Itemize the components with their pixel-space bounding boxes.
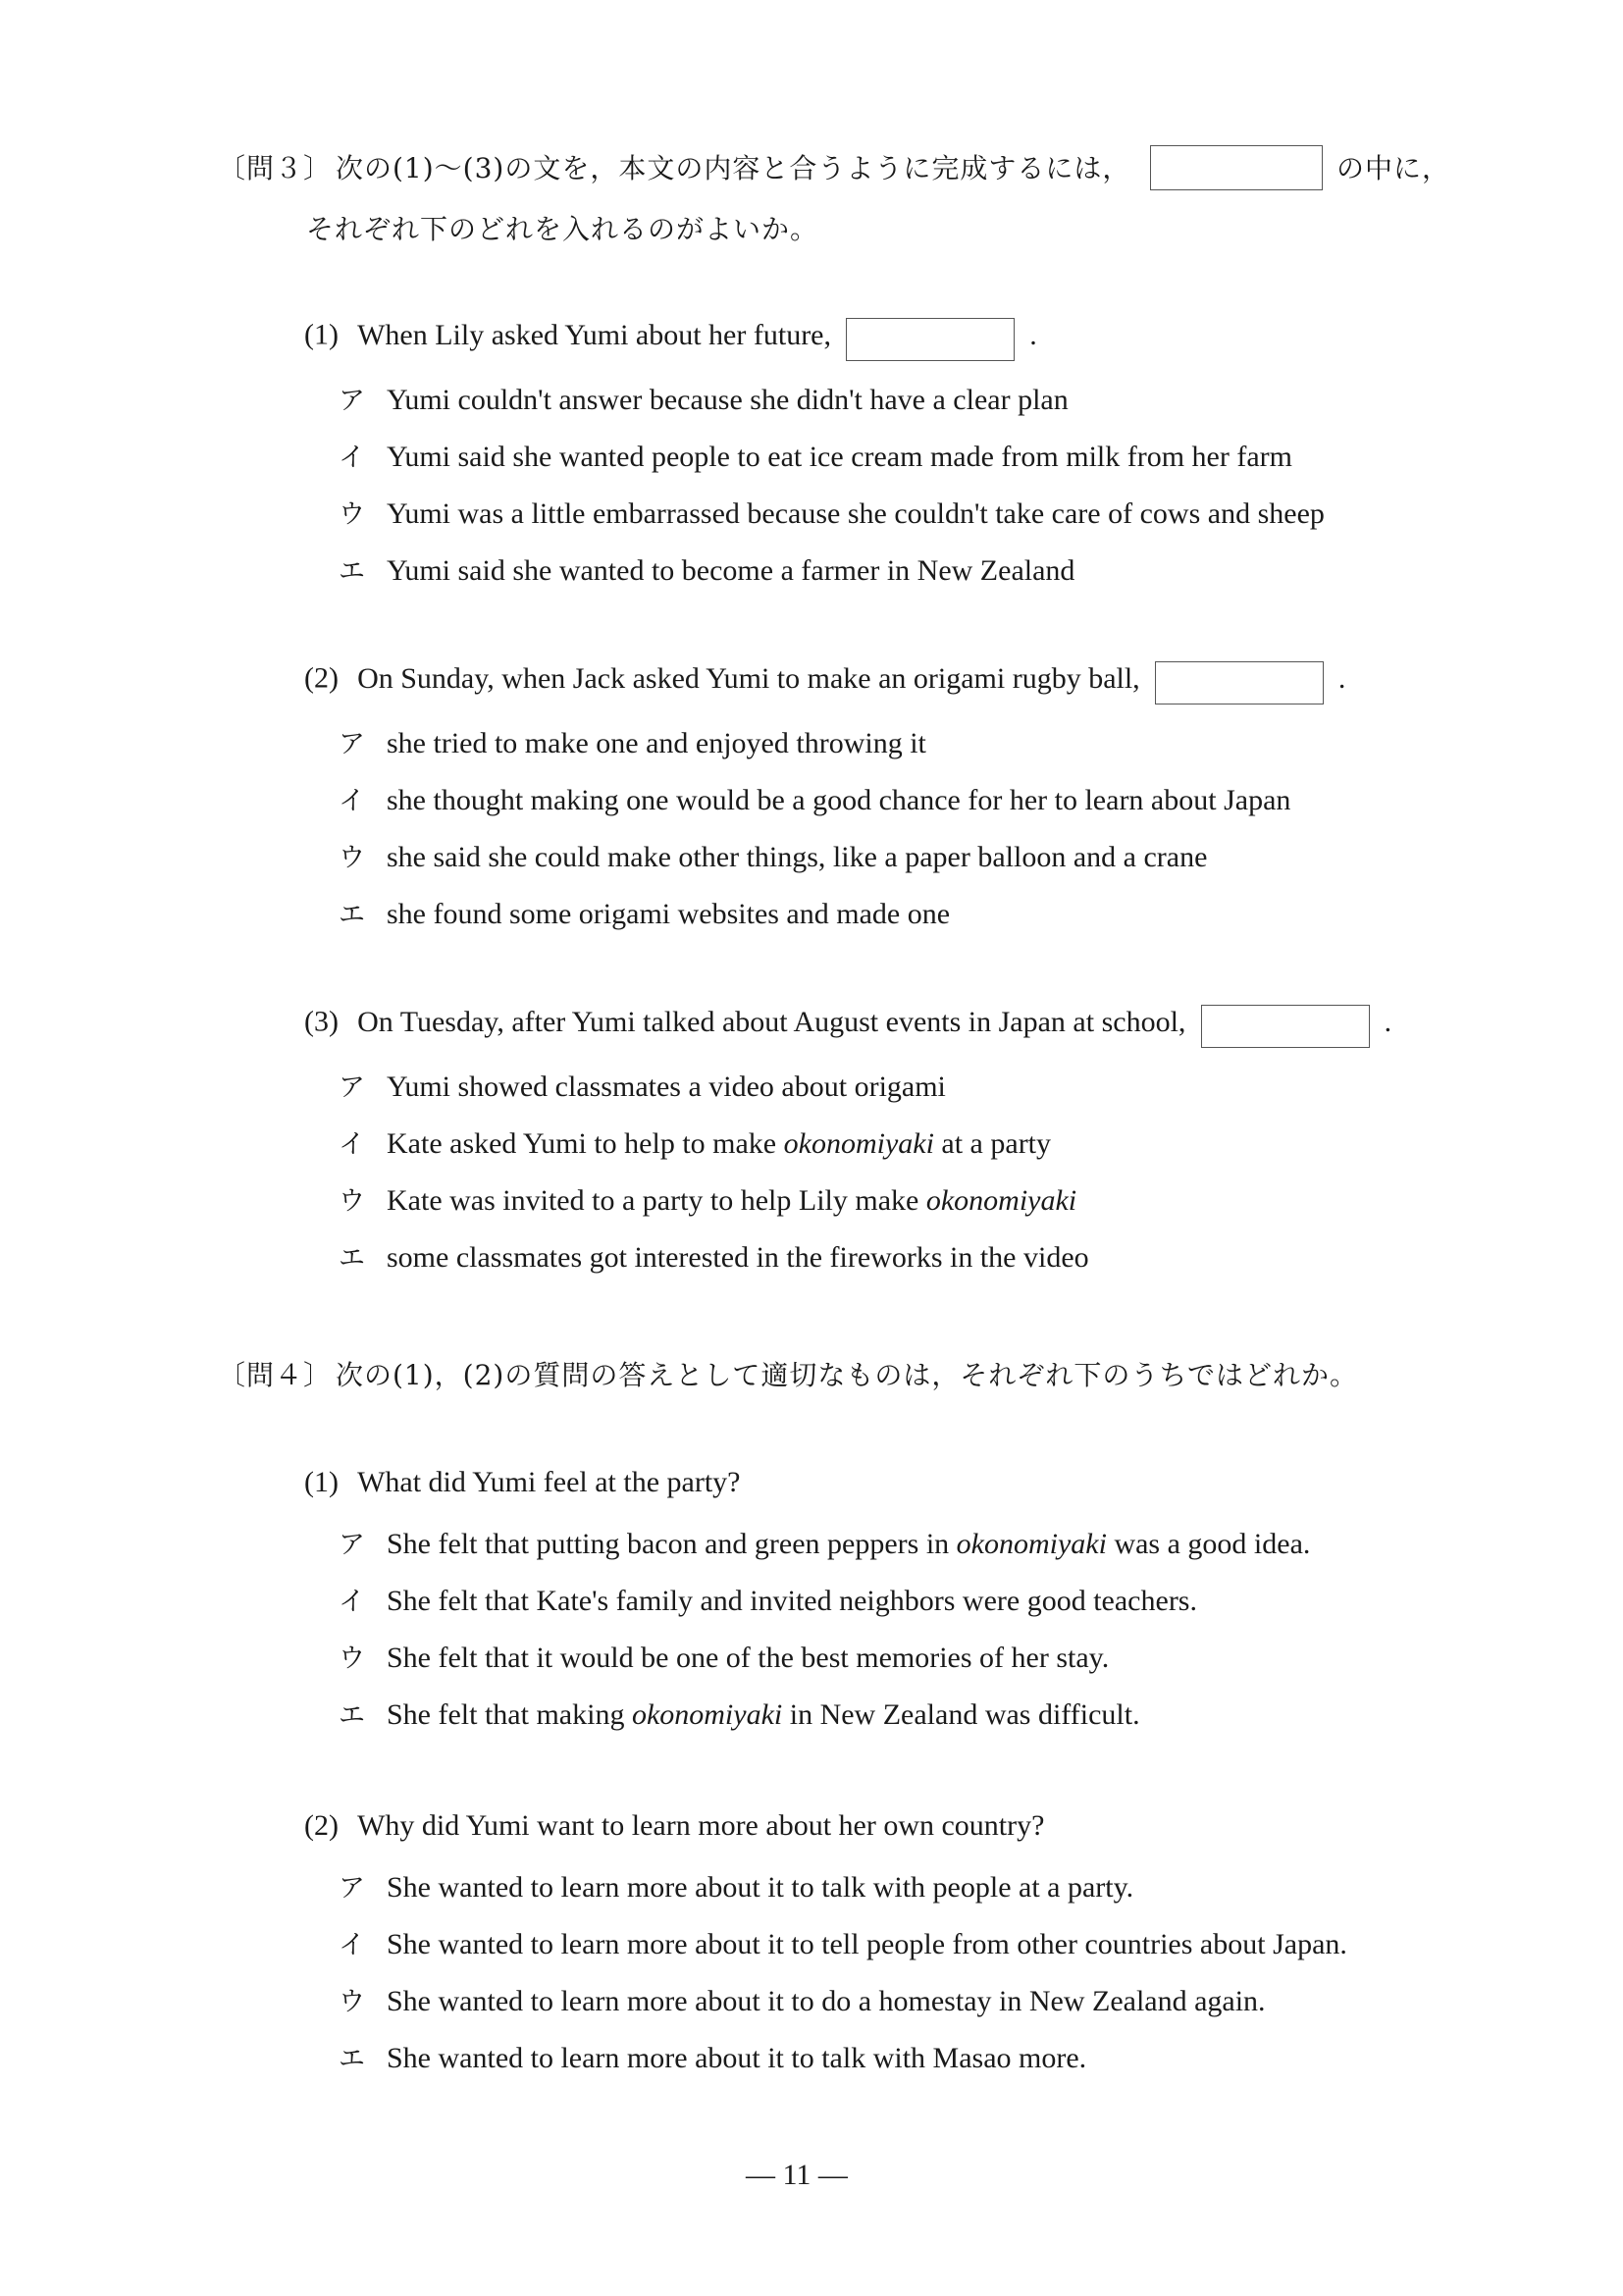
choice-text: she tried to make one and enjoyed throwing it [387, 727, 926, 759]
choice-italic: okonomiyaki [783, 1127, 934, 1160]
item-number: (3) [304, 1005, 339, 1038]
period: . [1029, 318, 1037, 351]
choice[interactable] [339, 1694, 1140, 1732]
choice-kana: エ [339, 2044, 365, 2074]
choice[interactable] [339, 1236, 1089, 1275]
choice-kana: ウ [339, 499, 365, 530]
item-stem: When Lily asked Yumi about her future, [357, 318, 831, 351]
choice-text: She wanted to learn more about it to tell people from other countries about Japan. [387, 1928, 1347, 1960]
answer-blank[interactable] [1155, 661, 1324, 704]
q4-label: 〔問４〕 [218, 1359, 333, 1391]
period: . [1384, 1005, 1392, 1038]
choice-text: she said she could make other things, like a paper balloon and a crane [387, 841, 1208, 873]
q3-item-3 [304, 1005, 1391, 1048]
choice-kana: イ [339, 443, 365, 473]
choice[interactable] [339, 549, 1074, 588]
item-stem: On Sunday, when Jack asked Yumi to make an origami rugby ball, [357, 661, 1140, 695]
choice-kana: ウ [339, 1644, 365, 1674]
choice-text: Yumi was a little embarrassed because she couldn't take care of cows and sheep [387, 497, 1325, 530]
choice[interactable] [339, 722, 926, 760]
q3-instruction-b: の中に， [1336, 152, 1451, 184]
choice-kana: ウ [339, 843, 365, 873]
page-number: — 11 — [746, 2159, 848, 2191]
item-stem: What did Yumi feel at the party? [357, 1466, 741, 1498]
choice-italic: okonomiyaki [925, 1184, 1077, 1217]
choice-text: she found some origami websites and made one [387, 898, 951, 930]
choice-kana: イ [339, 786, 365, 816]
choice[interactable] [339, 493, 1325, 531]
answer-blank-sample [1150, 145, 1323, 190]
choice-italic: okonomiyaki [631, 1698, 783, 1731]
choice-kana: エ [339, 556, 365, 587]
choice-kana: イ [339, 1129, 365, 1160]
choice-text: She wanted to learn more about it to talk with Masao more. [387, 2042, 1087, 2074]
choice-kana: ウ [339, 1987, 365, 2017]
choice[interactable] [339, 1066, 946, 1104]
choice-kana: ア [339, 386, 365, 416]
choice[interactable] [339, 2037, 1086, 2075]
choice[interactable] [339, 1122, 1051, 1161]
item-number: (1) [304, 1466, 339, 1498]
choice[interactable] [339, 1923, 1347, 1961]
choice-kana: エ [339, 900, 365, 930]
item-number: (1) [304, 318, 339, 351]
choice-kana: ア [339, 1072, 365, 1103]
period: . [1337, 661, 1346, 695]
choice-text: She wanted to learn more about it to talk with people at a party. [387, 1871, 1134, 1904]
choice-text: some classmates got interested in the fireworks in the video [387, 1241, 1089, 1274]
choice[interactable] [339, 836, 1207, 874]
choice-kana: エ [339, 1700, 365, 1731]
q3-item-1 [304, 318, 1037, 361]
choice-text: Yumi couldn't answer because she didn't have a clear plan [387, 384, 1069, 416]
choice[interactable] [339, 1637, 1109, 1675]
answer-blank[interactable] [846, 318, 1015, 361]
choice[interactable] [339, 436, 1292, 474]
q4-item-1 [304, 1466, 741, 1499]
choice-kana: イ [339, 1930, 365, 1960]
choice-kana: ア [339, 729, 365, 759]
choice-text: She felt that it would be one of the best memories of her stay. [387, 1642, 1110, 1674]
choice-text-end: was a good idea. [1106, 1528, 1311, 1560]
item-number: (2) [304, 1809, 339, 1842]
choice-italic: okonomiyaki [956, 1528, 1107, 1560]
choice-text: Yumi said she wanted people to eat ice cream made from milk from her farm [387, 441, 1292, 473]
choice[interactable] [339, 893, 950, 931]
choice-text: She felt that making [387, 1698, 632, 1731]
choice-text-end: at a party [933, 1127, 1052, 1160]
choice-text: Kate asked Yumi to help to make [387, 1127, 784, 1160]
choice-text: Yumi said she wanted to become a farmer in New Zealand [387, 554, 1075, 587]
choice[interactable] [339, 779, 1290, 817]
q4-instruction: 次の(1)，(2)の質問の答えとして適切なものは，それぞれ下のうちではどれか。 [336, 1359, 1359, 1391]
choice-kana: ウ [339, 1186, 365, 1217]
choice-text: Yumi showed classmates a video about origami [387, 1070, 946, 1103]
choice[interactable] [339, 379, 1069, 417]
item-stem: Why did Yumi want to learn more about her own country? [357, 1809, 1045, 1842]
choice-text: She felt that Kate's family and invited neighbors were good teachers. [387, 1585, 1197, 1617]
choice-kana: ア [339, 1873, 365, 1904]
choice-text-end: in New Zealand was difficult. [782, 1698, 1140, 1731]
choice[interactable] [339, 1580, 1197, 1618]
choice[interactable] [339, 1179, 1076, 1218]
answer-blank[interactable] [1201, 1005, 1370, 1048]
choice[interactable] [339, 1980, 1266, 2018]
choice-kana: エ [339, 1243, 365, 1274]
item-number: (2) [304, 661, 339, 695]
choice[interactable] [339, 1866, 1133, 1905]
choice-kana: イ [339, 1587, 365, 1617]
q3-label: 〔問３〕 [218, 152, 333, 184]
q3-instruction-c: それぞれ下のどれを入れるのがよいか。 [306, 213, 819, 245]
choice-kana: ア [339, 1530, 365, 1560]
q3-item-2 [304, 661, 1345, 704]
item-stem: On Tuesday, after Yumi talked about August events in Japan at school, [357, 1005, 1186, 1038]
choice[interactable] [339, 1523, 1310, 1561]
choice-text: Kate was invited to a party to help Lily make [387, 1184, 926, 1217]
choice-text: She felt that putting bacon and green peppers in [387, 1528, 957, 1560]
choice-text: she thought making one would be a good chance for her to learn about Japan [387, 784, 1291, 816]
q4-item-2 [304, 1809, 1044, 1843]
choice-text: She wanted to learn more about it to do a homestay in New Zealand again. [387, 1985, 1266, 2017]
q3-instruction-a: 次の(1)〜(3)の文を，本文の内容と合うように完成するには， [336, 152, 1131, 184]
